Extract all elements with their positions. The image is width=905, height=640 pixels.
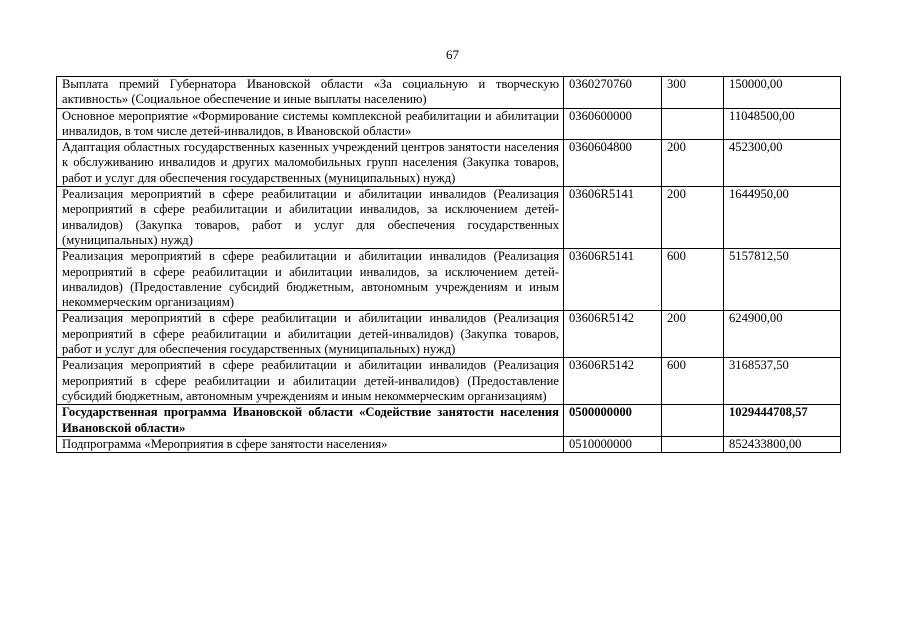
- row-description: Реализация мероприятий в сфере реабилитации и абилитации инвалидов (Реализация мероприятий в сфере реабилитации и абилитации инвалидов, за исключением детей-инвалидов) (Закупка товаров, работ и услуг для обеспечения государственных (муниципальных) нужд): [57, 187, 564, 249]
- row-expense-type: [662, 108, 724, 140]
- row-amount: 150000,00: [724, 77, 841, 109]
- row-amount: 1644950,00: [724, 187, 841, 249]
- row-target-code: 0360270760: [564, 77, 662, 109]
- row-target-code: 0360600000: [564, 108, 662, 140]
- row-amount: 852433800,00: [724, 436, 841, 452]
- row-target-code: 0360604800: [564, 140, 662, 187]
- table-row: [57, 77, 841, 109]
- row-description: Основное мероприятие «Формирование системы комплексной реабилитации и абилитации инвалидов, в том числе детей-инвалидов, в Ивановской области»: [57, 108, 564, 140]
- row-description: Реализация мероприятий в сфере реабилитации и абилитации инвалидов (Реализация мероприятий в сфере реабилитации и абилитации детей-инвалидов) (Закупка товаров, работ и услуг для обеспечения государственных (муниципальных) нужд): [57, 311, 564, 358]
- row-amount: 1029444708,57: [724, 405, 841, 437]
- row-expense-type: 300: [662, 77, 724, 109]
- table-row: [57, 358, 841, 405]
- row-expense-type: [662, 436, 724, 452]
- row-expense-type: 200: [662, 140, 724, 187]
- table-row: [57, 140, 841, 187]
- row-description: Подпрограмма «Мероприятия в сфере занятости населения»: [57, 436, 564, 452]
- row-expense-type: [662, 405, 724, 437]
- row-amount: 452300,00: [724, 140, 841, 187]
- table-row: [57, 436, 841, 452]
- page-number: 67: [446, 47, 459, 62]
- row-target-code: 03606R5141: [564, 187, 662, 249]
- budget-table: [56, 76, 841, 453]
- table-row: [57, 311, 841, 358]
- table-row: [57, 187, 841, 249]
- row-description: Реализация мероприятий в сфере реабилитации и абилитации инвалидов (Реализация мероприятий в сфере реабилитации и абилитации инвалидов, за исключением детей-инвалидов) (Предоставление субсидий бюджетным, автономным учреждениям и иным некоммерческим организациям): [57, 249, 564, 311]
- row-target-code: 03606R5142: [564, 311, 662, 358]
- row-description: Государственная программа Ивановской области «Содействие занятости населения Ивановской области»: [57, 405, 564, 437]
- row-target-code: 03606R5142: [564, 358, 662, 405]
- row-description: Реализация мероприятий в сфере реабилитации и абилитации инвалидов (Реализация мероприятий в сфере реабилитации и абилитации детей-инвалидов) (Предоставление субсидий бюджетным, автономным учреждениям и иным некоммерческим организациям): [57, 358, 564, 405]
- table-row-program-total: [57, 405, 841, 437]
- row-expense-type: 200: [662, 311, 724, 358]
- table-row: [57, 108, 841, 140]
- row-expense-type: 600: [662, 249, 724, 311]
- row-description: Выплата премий Губернатора Ивановской области «За социальную и творческую активность» (Социальное обеспечение и иные выплаты населению): [57, 77, 564, 109]
- row-amount: 624900,00: [724, 311, 841, 358]
- row-target-code: 0500000000: [564, 405, 662, 437]
- row-description: Адаптация областных государственных казенных учреждений центров занятости населения к обслуживанию инвалидов и других маломобильных групп населения (Закупка товаров, работ и услуг для обеспечения государственных (муниципальных) нужд): [57, 140, 564, 187]
- row-target-code: 03606R5141: [564, 249, 662, 311]
- row-amount: 5157812,50: [724, 249, 841, 311]
- row-expense-type: 200: [662, 187, 724, 249]
- row-target-code: 0510000000: [564, 436, 662, 452]
- table-row: [57, 249, 841, 311]
- row-expense-type: 600: [662, 358, 724, 405]
- row-amount: 3168537,50: [724, 358, 841, 405]
- row-amount: 11048500,00: [724, 108, 841, 140]
